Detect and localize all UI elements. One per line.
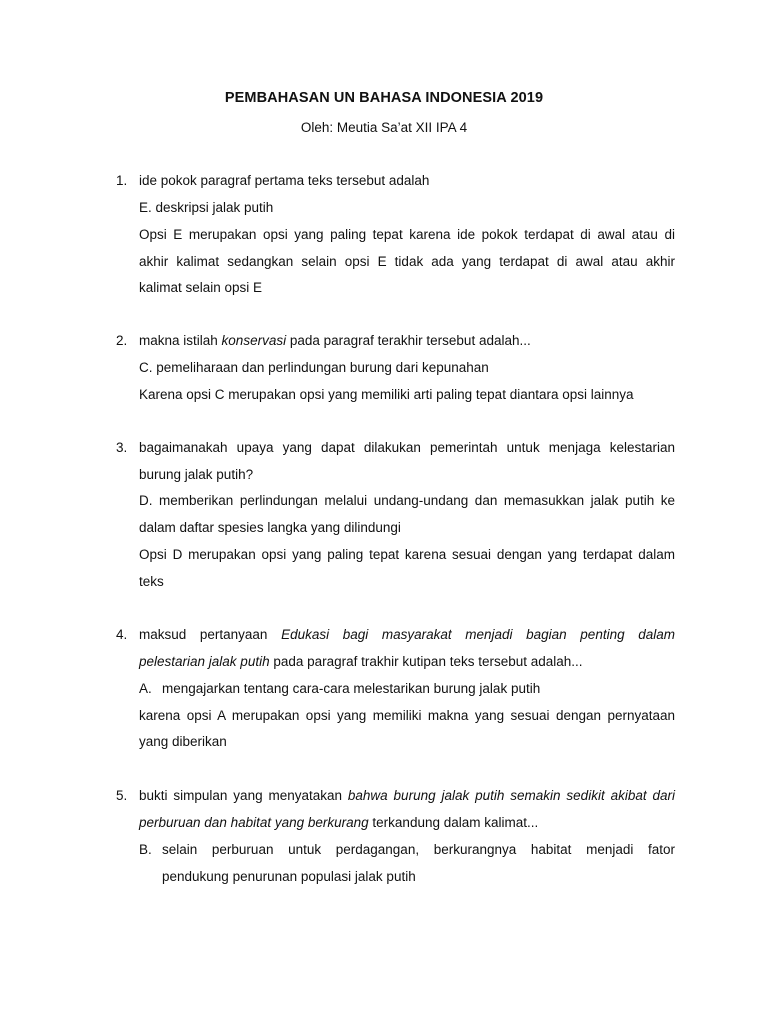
question-italic-quote: Edukasi bagi masyarakat menjadi bagian penting dalam	[281, 627, 675, 642]
question-number: 3.	[116, 440, 128, 455]
explanation-line: kalimat selain opsi E	[139, 280, 263, 295]
document-author: Oleh: Meutia Sa’at XII IPA 4	[300, 120, 468, 135]
answer-text: mengajarkan tentang cara-cara melestarikan burung jalak putih	[162, 681, 541, 696]
question-text-part: terkandung dalam kalimat...	[368, 815, 539, 830]
question-text	[139, 654, 675, 669]
question-italic-quote: pelestarian jalak putih	[139, 654, 270, 669]
answer-text: C. pemeliharaan dan perlindungan burung dari kepunahan	[139, 360, 489, 375]
explanation-line: Opsi E merupakan opsi yang paling tepat karena ide pokok terdapat di awal atau di	[139, 227, 675, 242]
answer-text: E. deskripsi jalak putih	[139, 200, 274, 215]
question-text-part: maksud pertanyaan	[139, 627, 282, 642]
explanation-line: karena opsi A merupakan opsi yang memiliki makna yang sesuai dengan pernyataan	[139, 708, 675, 723]
explanation-line: yang diberikan	[139, 734, 227, 749]
question-italic-term: konservasi	[221, 333, 287, 348]
answer-letter: A.	[139, 681, 152, 696]
question-text	[139, 815, 675, 830]
question-number: 4.	[116, 627, 128, 642]
question-text-part: bukti simpulan yang menyatakan	[139, 788, 348, 803]
question-text-part: pada paragraf terakhir tersebut adalah...	[286, 333, 531, 348]
question-text	[139, 627, 675, 642]
question-text: burung jalak putih?	[139, 467, 254, 482]
explanation-line: Opsi D merupakan opsi yang paling tepat karena sesuai dengan yang terdapat dalam	[139, 547, 675, 562]
document-title: PEMBAHASAN UN BAHASA INDONESIA 2019	[224, 90, 544, 106]
question-text: bagaimanakah upaya yang dapat dilakukan pemerintah untuk menjaga kelestarian	[139, 440, 675, 455]
answer-text: selain perburuan untuk perdagangan, berkurangnya habitat menjadi fator	[162, 842, 675, 857]
answer-text: dalam daftar spesies langka yang dilindungi	[139, 520, 401, 535]
answer-letter: B.	[139, 842, 152, 857]
question-number: 5.	[116, 788, 128, 803]
question-number: 2.	[116, 333, 128, 348]
answer-text: D. memberikan perlindungan melalui undang-undang dan memasukkan jalak putih ke	[139, 493, 675, 508]
explanation-line: Karena opsi C merupakan opsi yang memiliki arti paling tepat diantara opsi lainnya	[139, 387, 634, 402]
question-text-part: pada paragraf trakhir kutipan teks tersebut adalah...	[269, 654, 583, 669]
explanation-line: akhir kalimat sedangkan selain opsi E tidak ada yang terdapat di awal atau akhir	[139, 254, 675, 269]
question-number: 1.	[116, 173, 128, 188]
explanation-line: teks	[139, 574, 164, 589]
answer-text: pendukung penurunan populasi jalak putih	[162, 869, 416, 884]
question-text-part: makna istilah	[139, 333, 222, 348]
question-italic-quote: bahwa burung jalak putih semakin sedikit akibat dari	[347, 788, 675, 803]
question-italic-quote: perburuan dan habitat yang berkurang	[139, 815, 369, 830]
question-text	[139, 333, 675, 348]
question-text: ide pokok paragraf pertama teks tersebut adalah	[139, 173, 430, 188]
question-text	[139, 788, 675, 803]
